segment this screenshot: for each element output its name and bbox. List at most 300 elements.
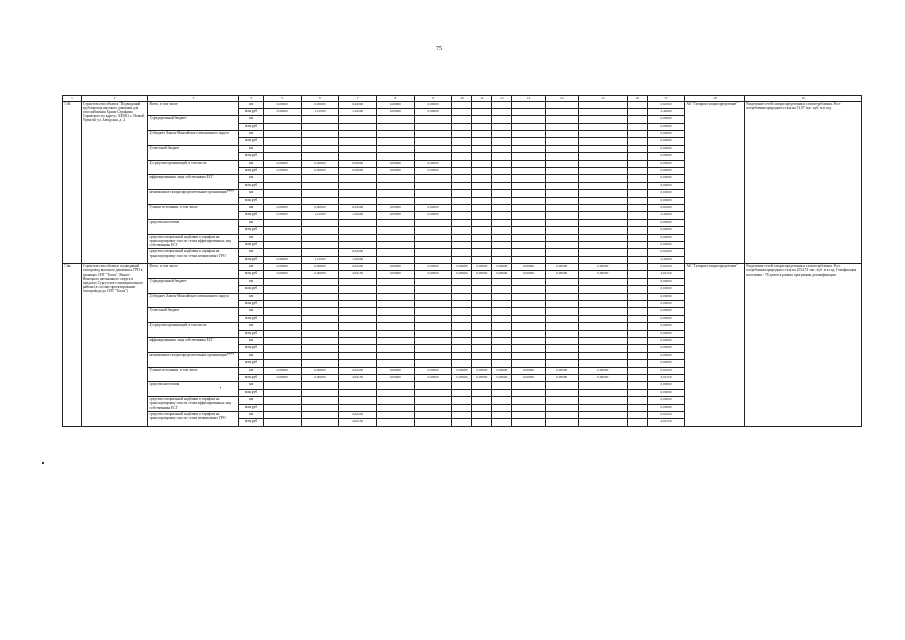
total-value: 0,64500: [647, 249, 685, 256]
year-value: [627, 389, 647, 396]
year-value: [545, 204, 578, 211]
year-value: [492, 241, 512, 248]
year-value: [578, 249, 627, 256]
year-value: [472, 168, 492, 175]
year-value: [545, 212, 578, 219]
year-value: [512, 212, 545, 219]
year-value: 0,00000: [263, 271, 301, 278]
year-value: [452, 182, 472, 189]
year-value: [452, 345, 472, 352]
funding-source: 1) федеральный бюджет: [148, 278, 239, 293]
year-value: [263, 404, 301, 411]
year-value: 1,21000: [301, 256, 339, 263]
year-value: [492, 131, 512, 138]
unit-cell: км: [239, 382, 263, 389]
total-value: 0,00000: [647, 190, 685, 197]
year-value: [492, 397, 512, 404]
year-value: 0,00000: [492, 271, 512, 278]
year-value: 0,00000: [492, 264, 512, 271]
year-value: [414, 338, 452, 345]
unit-cell: млн.руб: [239, 168, 263, 175]
year-value: [263, 411, 301, 418]
year-value: [472, 382, 492, 389]
year-value: [452, 338, 472, 345]
year-value: [452, 219, 472, 226]
year-value: [627, 190, 647, 197]
year-value: [492, 123, 512, 130]
year-value: [512, 227, 545, 234]
year-value: [578, 182, 627, 189]
year-value: [578, 123, 627, 130]
year-value: [512, 323, 545, 330]
year-value: [512, 131, 545, 138]
year-value: [414, 330, 452, 337]
year-value: [578, 108, 627, 115]
total-value: 0,00000: [647, 345, 685, 352]
year-value: [492, 227, 512, 234]
year-value: [627, 145, 647, 152]
year-value: [627, 271, 647, 278]
year-value: [472, 256, 492, 263]
total-value: 0,00000: [647, 330, 685, 337]
year-value: [339, 308, 377, 315]
year-value: [627, 419, 647, 426]
year-value: 0,00000: [301, 168, 339, 175]
year-value: [452, 138, 472, 145]
year-value: [545, 338, 578, 345]
year-value: 0,00000: [472, 271, 492, 278]
year-value: [492, 308, 512, 315]
year-value: [339, 286, 377, 293]
year-value: [627, 330, 647, 337]
year-value: 4,92150: [339, 271, 377, 278]
year-value: [452, 411, 472, 418]
year-value: 0,90000: [263, 212, 301, 219]
year-value: [452, 168, 472, 175]
year-value: [627, 249, 647, 256]
year-value: [301, 338, 339, 345]
year-value: [414, 123, 452, 130]
year-value: [492, 411, 512, 418]
year-value: [376, 182, 414, 189]
total-value: 0,00000: [647, 145, 685, 152]
unit-cell: км: [239, 116, 263, 123]
year-value: [512, 360, 545, 367]
year-value: [301, 190, 339, 197]
year-value: 0,00000: [452, 367, 472, 374]
year-value: [472, 315, 492, 322]
year-value: [339, 116, 377, 123]
year-value: [452, 301, 472, 308]
year-value: [472, 101, 492, 108]
year-value: 0,00000: [301, 367, 339, 374]
year-value: 0,00000: [263, 374, 301, 381]
year-value: [512, 145, 545, 152]
year-value: [263, 397, 301, 404]
total-value: 4,92150: [647, 419, 685, 426]
year-value: [376, 293, 414, 300]
funding-source: 1) федеральный бюджет: [148, 116, 239, 131]
year-value: [545, 138, 578, 145]
year-value: 1,29200: [339, 108, 377, 115]
year-value: [627, 397, 647, 404]
year-value: [578, 389, 627, 396]
year-value: [578, 352, 627, 359]
year-value: [545, 293, 578, 300]
year-value: 0,00000: [472, 264, 492, 271]
year-value: 4,92150: [339, 419, 377, 426]
funding-source: независимые газораспределительные организации****: [148, 190, 239, 205]
funding-source: средства специальной надбавки к тарифам на транспортировку газа по сетям независимых ГРО: [148, 411, 239, 426]
column-header: 5: [263, 96, 301, 102]
year-value: [414, 389, 452, 396]
year-value: [452, 419, 472, 426]
funding-source: Всего, в том числе: [148, 264, 239, 279]
year-value: 0,00000: [414, 204, 452, 211]
year-value: 0,00000: [263, 204, 301, 211]
year-value: [472, 360, 492, 367]
year-value: [545, 175, 578, 182]
year-value: [452, 175, 472, 182]
year-value: [492, 256, 512, 263]
year-value: [263, 308, 301, 315]
year-value: [414, 345, 452, 352]
year-value: [263, 389, 301, 396]
column-header: 3: [148, 96, 239, 102]
year-value: [627, 175, 647, 182]
year-value: 0,00000: [492, 374, 512, 381]
total-value: 0,00000: [647, 352, 685, 359]
year-value: 1,21000: [301, 108, 339, 115]
year-value: [263, 338, 301, 345]
unit-cell: км: [239, 131, 263, 138]
year-value: [472, 301, 492, 308]
year-value: [627, 101, 647, 108]
year-value: [414, 315, 452, 322]
total-value: 4,92150: [647, 374, 685, 381]
unit-cell: км: [239, 293, 263, 300]
year-value: [627, 138, 647, 145]
year-value: [578, 204, 627, 211]
year-value: [301, 278, 339, 285]
year-value: [263, 234, 301, 241]
year-value: [627, 204, 647, 211]
year-value: [578, 219, 627, 226]
year-value: [578, 301, 627, 308]
year-value: [452, 256, 472, 263]
year-value: 0,00000: [301, 271, 339, 278]
year-value: [512, 411, 545, 418]
year-value: [339, 323, 377, 330]
year-value: [627, 116, 647, 123]
year-value: [472, 138, 492, 145]
year-value: [339, 360, 377, 367]
year-value: [339, 153, 377, 160]
unit-cell: км: [239, 308, 263, 315]
year-value: [512, 419, 545, 426]
year-value: 0,00000: [301, 374, 339, 381]
year-value: [512, 219, 545, 226]
year-value: [492, 404, 512, 411]
year-value: [545, 345, 578, 352]
year-value: [492, 175, 512, 182]
year-value: [578, 278, 627, 285]
total-value: 0,00000: [647, 234, 685, 241]
year-value: [492, 382, 512, 389]
year-value: [339, 131, 377, 138]
unit-cell: млн.руб: [239, 315, 263, 322]
year-value: [376, 345, 414, 352]
year-value: 0,00000: [301, 264, 339, 271]
year-value: [376, 138, 414, 145]
year-value: [472, 345, 492, 352]
year-value: [472, 352, 492, 359]
column-header: 13: [512, 96, 545, 102]
year-value: [578, 345, 627, 352]
year-value: [627, 212, 647, 219]
year-value: [492, 145, 512, 152]
year-value: [339, 241, 377, 248]
year-value: [578, 175, 627, 182]
year-value: [578, 397, 627, 404]
year-value: [578, 338, 627, 345]
year-value: [578, 330, 627, 337]
unit-cell: млн.руб: [239, 123, 263, 130]
year-value: 0,00000: [301, 160, 339, 167]
year-value: [414, 249, 452, 256]
year-value: [492, 338, 512, 345]
year-value: [414, 352, 452, 359]
year-value: [512, 301, 545, 308]
year-value: [472, 404, 492, 411]
year-value: [452, 160, 472, 167]
year-value: [339, 293, 377, 300]
year-value: [627, 234, 647, 241]
year-value: [627, 168, 647, 175]
year-value: [414, 278, 452, 285]
year-value: 0,00000: [339, 168, 377, 175]
year-value: [492, 301, 512, 308]
year-value: [578, 212, 627, 219]
year-value: [492, 108, 512, 115]
object-title: Строительство объекта: подводящий газопровод высокого давления к ГРП в границах СНТ "Топаз", Ямало-Ненецкого автономного округа в пределах Сургутского муниципального района (в составе проектирование газопровода до СНТ "Топаз"): [81, 264, 148, 427]
year-value: [376, 330, 414, 337]
year-value: [452, 190, 472, 197]
year-value: 4,92150: [339, 374, 377, 381]
year-value: [545, 219, 578, 226]
year-value: [578, 256, 627, 263]
year-value: [472, 330, 492, 337]
table-row: [63, 264, 862, 271]
year-value: [263, 219, 301, 226]
year-value: [512, 382, 545, 389]
year-value: [512, 249, 545, 256]
year-value: [512, 241, 545, 248]
unit-cell: км: [239, 411, 263, 418]
year-value: 0,64500: [339, 204, 377, 211]
year-value: [578, 323, 627, 330]
year-value: [452, 360, 472, 367]
year-value: [301, 234, 339, 241]
year-value: [545, 116, 578, 123]
year-value: [263, 197, 301, 204]
year-value: [627, 301, 647, 308]
unit-cell: млн.руб: [239, 301, 263, 308]
year-value: [627, 345, 647, 352]
year-value: [263, 145, 301, 152]
year-value: [376, 131, 414, 138]
year-value: [376, 382, 414, 389]
year-value: [339, 182, 377, 189]
year-value: [452, 397, 472, 404]
funding-source: аффилированные лица собственника ЕСГ: [148, 175, 239, 190]
year-value: [301, 197, 339, 204]
year-value: [301, 419, 339, 426]
year-value: [545, 101, 578, 108]
year-value: 0,00000: [452, 374, 472, 381]
year-value: [545, 286, 578, 293]
year-value: [452, 234, 472, 241]
year-value: [578, 315, 627, 322]
year-value: [492, 286, 512, 293]
unit-cell: млн.руб: [239, 153, 263, 160]
year-value: [301, 219, 339, 226]
year-value: [263, 227, 301, 234]
year-value: [414, 241, 452, 248]
column-header: 19: [745, 96, 862, 102]
year-value: [492, 234, 512, 241]
year-value: [545, 315, 578, 322]
year-value: [339, 301, 377, 308]
total-value: 0,62250: [647, 411, 685, 418]
year-value: [263, 116, 301, 123]
year-value: [414, 323, 452, 330]
year-value: [376, 227, 414, 234]
year-value: [512, 352, 545, 359]
year-value: [263, 360, 301, 367]
year-value: [627, 131, 647, 138]
total-value: 0,00000: [647, 315, 685, 322]
total-value: 0,00000: [647, 360, 685, 367]
year-value: [472, 123, 492, 130]
year-value: [545, 241, 578, 248]
total-value: 0,00000: [647, 168, 685, 175]
year-value: [472, 227, 492, 234]
year-value: [414, 145, 452, 152]
year-value: [545, 197, 578, 204]
unit-cell: км: [239, 145, 263, 152]
year-value: 0,00000: [578, 374, 627, 381]
year-value: [452, 323, 472, 330]
year-value: [545, 360, 578, 367]
year-value: [545, 182, 578, 189]
year-value: [512, 397, 545, 404]
year-value: [339, 330, 377, 337]
year-value: [545, 278, 578, 285]
year-value: [376, 286, 414, 293]
total-value: 3,40200: [647, 212, 685, 219]
year-value: [545, 190, 578, 197]
funding-source: средства населения: [148, 219, 239, 234]
year-value: [414, 197, 452, 204]
year-value: [512, 330, 545, 337]
year-value: 0,00000: [376, 374, 414, 381]
column-header: 10: [452, 96, 472, 102]
year-value: [414, 301, 452, 308]
year-value: 0,00000: [452, 264, 472, 271]
year-value: [452, 293, 472, 300]
year-value: [512, 123, 545, 130]
year-value: [301, 175, 339, 182]
year-value: [472, 249, 492, 256]
total-value: 0,00000: [647, 219, 685, 226]
year-value: [376, 315, 414, 322]
year-value: [512, 101, 545, 108]
unit-cell: км: [239, 101, 263, 108]
year-value: [578, 308, 627, 315]
year-value: [578, 197, 627, 204]
year-value: [452, 286, 472, 293]
year-value: [492, 419, 512, 426]
year-value: 0,64500: [339, 249, 377, 256]
year-value: [452, 145, 472, 152]
year-value: [627, 338, 647, 345]
year-value: 0,00000: [263, 367, 301, 374]
year-value: [512, 116, 545, 123]
year-value: [339, 338, 377, 345]
unit-cell: млн.руб: [239, 286, 263, 293]
year-value: 0,00000: [492, 367, 512, 374]
year-value: [452, 212, 472, 219]
year-value: [339, 145, 377, 152]
year-value: [452, 153, 472, 160]
unit-cell: млн.руб: [239, 197, 263, 204]
object-title: Строительство объекта "Подводящий трубопровод высокого давления для газоснабжения Храма Серафима Саровского по адресу: ХМАО, г. Новый Уренгой, ул. Заводская, д. 2.: [81, 101, 148, 264]
year-value: [492, 249, 512, 256]
year-value: [627, 182, 647, 189]
year-value: 0,64500: [339, 101, 377, 108]
year-value: [414, 116, 452, 123]
year-value: [545, 123, 578, 130]
year-value: [339, 278, 377, 285]
year-value: 0,00000: [512, 271, 545, 278]
year-value: [301, 330, 339, 337]
year-value: 0,90000: [263, 108, 301, 115]
year-value: [376, 360, 414, 367]
year-value: [452, 404, 472, 411]
year-value: [512, 197, 545, 204]
year-value: [492, 278, 512, 285]
year-value: [472, 108, 492, 115]
column-header: 8: [376, 96, 414, 102]
year-value: [627, 374, 647, 381]
year-value: [627, 315, 647, 322]
page-number: 75: [436, 46, 442, 52]
year-value: 0,62250: [339, 367, 377, 374]
year-value: 0,90000: [263, 256, 301, 263]
year-value: [545, 411, 578, 418]
year-value: [301, 116, 339, 123]
year-value: [452, 382, 472, 389]
year-value: [578, 190, 627, 197]
year-value: [578, 145, 627, 152]
year-value: [339, 197, 377, 204]
column-header: 4: [239, 96, 263, 102]
unit-cell: км: [239, 204, 263, 211]
table-body: [63, 96, 862, 427]
year-value: [414, 131, 452, 138]
year-value: [263, 315, 301, 322]
